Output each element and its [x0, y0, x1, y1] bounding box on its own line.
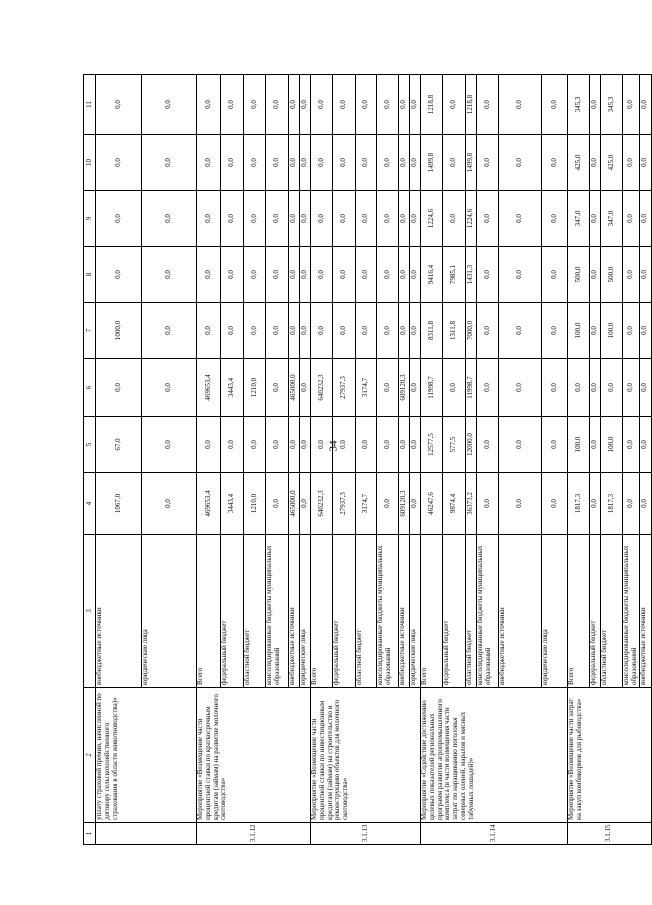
table-row	[568, 75, 590, 845]
funding-source: областной бюджет	[244, 535, 266, 688]
value-cell: 0,0	[356, 417, 377, 473]
value-cell: 0,0	[142, 359, 197, 417]
value-cell: 100,0	[601, 303, 623, 359]
value-cell: 347,0	[568, 191, 590, 247]
value-cell: 46247,6	[421, 473, 443, 535]
value-cell: 0,0	[311, 247, 333, 303]
value-cell: 3443,4	[221, 359, 244, 417]
value-cell: 0,0	[542, 191, 568, 247]
funding-source: Всего	[311, 535, 333, 688]
measure-name: Мероприятие «Содействие достижению целевых показателей региональных программ развития агропромышленного комплекса (в части возмещения части затрат по наращиванию поголовья северных оленей, маралов и мясных табунных лошадей)»	[421, 688, 568, 823]
value-cell: 1817,3	[568, 473, 590, 535]
funding-source: консолидированные бюджеты муниципальных образований	[477, 535, 499, 688]
value-cell: 0,0	[568, 359, 590, 417]
funding-source: внебюджетные источники	[399, 535, 410, 688]
value-cell: 0,0	[300, 473, 311, 535]
value-cell: 0,0	[142, 191, 197, 247]
value-cell: 0,0	[333, 247, 356, 303]
value-cell: 0,0	[399, 417, 410, 473]
value-cell: 0,0	[289, 191, 300, 247]
value-cell: 0,0	[542, 247, 568, 303]
value-cell: 0,0	[96, 75, 142, 135]
funding-source: консолидированные бюджеты муниципальных образований	[377, 535, 399, 688]
rotated-page-content	[83, 75, 649, 845]
table-row	[421, 75, 443, 845]
value-cell: 12000,0	[466, 417, 477, 473]
header-cell: 6	[84, 359, 96, 417]
header-cell: 11	[84, 75, 96, 135]
value-cell: 577,5	[443, 417, 466, 473]
value-cell: 9416,4	[421, 247, 443, 303]
value-cell: 0,0	[197, 135, 221, 191]
value-cell: 347,0	[601, 191, 623, 247]
value-cell: 0,0	[499, 191, 542, 247]
value-cell: 36373,2	[466, 473, 477, 535]
value-cell: 0,0	[399, 303, 410, 359]
measure-code: 3.1.14	[421, 823, 568, 845]
value-cell: 0,0	[410, 417, 421, 473]
value-cell: 0,0	[443, 191, 466, 247]
value-cell: 0,0	[333, 417, 356, 473]
value-cell: 0,0	[221, 135, 244, 191]
value-cell: 0,0	[443, 359, 466, 417]
funding-source: федеральный бюджет	[333, 535, 356, 688]
value-cell: 0,0	[623, 75, 640, 135]
value-cell: 0,0	[639, 75, 651, 135]
value-cell: 0,0	[399, 247, 410, 303]
value-cell: 0,0	[499, 417, 542, 473]
value-cell: 465000,0	[289, 473, 300, 535]
value-cell: 0,0	[590, 191, 601, 247]
value-cell: 0,0	[356, 303, 377, 359]
funding-source: внебюджетные источники	[289, 535, 300, 688]
header-cell: 10	[84, 135, 96, 191]
value-cell: 0,0	[477, 417, 499, 473]
value-cell: 345,3	[568, 75, 590, 135]
value-cell: 469653,4	[197, 473, 221, 535]
value-cell: 0,0	[289, 75, 300, 135]
value-cell: 11998,7	[421, 359, 443, 417]
value-cell: 0,0	[590, 75, 601, 135]
value-cell: 0,0	[289, 135, 300, 191]
value-cell: 500,0	[601, 247, 623, 303]
value-cell: 0,0	[590, 473, 601, 535]
value-cell: 0,0	[477, 75, 499, 135]
value-cell: 3443,4	[221, 473, 244, 535]
header-cell: 4	[84, 473, 96, 535]
value-cell: 609120,3	[399, 359, 410, 417]
value-cell: 0,0	[197, 247, 221, 303]
value-cell: 0,0	[623, 247, 640, 303]
value-cell: 0,0	[197, 303, 221, 359]
funding-source: федеральный бюджет	[221, 535, 244, 688]
value-cell: 0,0	[377, 303, 399, 359]
value-cell: 3174,7	[356, 473, 377, 535]
value-cell: 0,0	[96, 135, 142, 191]
value-cell: 0,0	[333, 303, 356, 359]
value-cell: 0,0	[311, 303, 333, 359]
value-cell: 0,0	[399, 75, 410, 135]
measure-code: 3.1.15	[568, 823, 652, 845]
value-cell: 0,0	[300, 75, 311, 135]
value-cell: 0,0	[410, 75, 421, 135]
value-cell: 0,0	[356, 247, 377, 303]
value-cell: 0,0	[142, 303, 197, 359]
funding-source: Всего	[197, 535, 221, 688]
value-cell: 0,0	[639, 135, 651, 191]
funding-source: юридические лица	[542, 535, 568, 688]
value-cell: 0,0	[244, 303, 266, 359]
value-cell: 1817,3	[601, 473, 623, 535]
value-cell: 1067,0	[96, 473, 142, 535]
value-cell: 0,0	[221, 75, 244, 135]
value-cell: 0,0	[542, 473, 568, 535]
value-cell: 0,0	[399, 191, 410, 247]
value-cell: 0,0	[300, 247, 311, 303]
value-cell: 0,0	[377, 359, 399, 417]
value-cell: 0,0	[590, 359, 601, 417]
value-cell: 12577,5	[421, 417, 443, 473]
value-cell: 0,0	[96, 247, 142, 303]
value-cell: 0,0	[377, 135, 399, 191]
header-cell: 3	[84, 535, 96, 688]
table-row	[96, 75, 142, 845]
value-cell: 0,0	[590, 303, 601, 359]
table-body	[84, 75, 652, 845]
value-cell: 345,3	[601, 75, 623, 135]
value-cell: 0,0	[499, 359, 542, 417]
value-cell: 9874,4	[443, 473, 466, 535]
value-cell: 465000,0	[289, 359, 300, 417]
value-cell: 7000,0	[466, 303, 477, 359]
value-cell: 0,0	[499, 135, 542, 191]
value-cell: 0,0	[542, 417, 568, 473]
value-cell: 0,0	[623, 417, 640, 473]
value-cell: 0,0	[244, 417, 266, 473]
value-cell: 0,0	[639, 303, 651, 359]
value-cell: 0,0	[197, 417, 221, 473]
page-number: 34	[327, 440, 340, 452]
value-cell: 0,0	[221, 191, 244, 247]
value-cell: 0,0	[311, 135, 333, 191]
value-cell: 0,0	[96, 359, 142, 417]
value-cell: 27937,3	[333, 359, 356, 417]
value-cell: 0,0	[244, 75, 266, 135]
value-cell: 67,0	[96, 417, 142, 473]
value-cell: 1224,6	[421, 191, 443, 247]
value-cell: 425,0	[601, 135, 623, 191]
value-cell: 0,0	[477, 303, 499, 359]
value-cell: 0,0	[639, 473, 651, 535]
funding-source: Всего	[421, 535, 443, 688]
value-cell: 0,0	[197, 191, 221, 247]
value-cell: 0,0	[590, 135, 601, 191]
value-cell: 0,0	[477, 191, 499, 247]
value-cell: 0,0	[443, 75, 466, 135]
value-cell: 100,0	[601, 417, 623, 473]
header-cell: 7	[84, 303, 96, 359]
value-cell: 0,0	[410, 473, 421, 535]
header-cell: 9	[84, 191, 96, 247]
value-cell: 100,0	[568, 417, 590, 473]
funding-source: консолидированные бюджеты муниципальных образований	[623, 535, 640, 688]
value-cell: 0,0	[221, 417, 244, 473]
value-cell: 0,0	[639, 359, 651, 417]
value-cell: 0,0	[244, 135, 266, 191]
value-cell: 0,0	[289, 417, 300, 473]
value-cell: 0,0	[623, 359, 640, 417]
value-cell: 0,0	[639, 247, 651, 303]
value-cell: 1224,6	[466, 191, 477, 247]
measure-name: Мероприятие «Возмещение части затрат на закуп комбикормов для рыбоводства»	[568, 688, 652, 823]
value-cell: 0,0	[333, 191, 356, 247]
funding-source: юридические лица	[300, 535, 311, 688]
value-cell: 0,0	[477, 135, 499, 191]
budget-table	[83, 74, 652, 845]
value-cell: 0,0	[266, 135, 289, 191]
header-row	[84, 75, 96, 845]
value-cell: 0,0	[333, 75, 356, 135]
value-cell: 1000,0	[96, 303, 142, 359]
table-row	[197, 75, 221, 845]
value-cell: 0,0	[623, 473, 640, 535]
value-cell: 0,0	[142, 473, 197, 535]
value-cell: 7985,1	[443, 247, 466, 303]
value-cell: 500,0	[568, 247, 590, 303]
value-cell: 100,0	[568, 303, 590, 359]
value-cell: 1218,8	[466, 75, 477, 135]
value-cell: 0,0	[300, 191, 311, 247]
value-cell: 0,0	[542, 359, 568, 417]
funding-source: внебюджетные источники	[499, 535, 542, 688]
funding-source: юридические лица	[142, 535, 197, 688]
value-cell: 0,0	[410, 247, 421, 303]
value-cell: 0,0	[356, 191, 377, 247]
value-cell: 0,0	[410, 303, 421, 359]
value-cell: 0,0	[311, 191, 333, 247]
measure-code: 3.1.13	[311, 823, 421, 845]
value-cell: 27937,3	[333, 473, 356, 535]
value-cell: 0,0	[410, 191, 421, 247]
value-cell: 0,0	[377, 75, 399, 135]
value-cell: 0,0	[311, 417, 333, 473]
value-cell: 640232,3	[311, 473, 333, 535]
value-cell: 1499,8	[421, 135, 443, 191]
funding-source: федеральный бюджет	[443, 535, 466, 688]
value-cell: 0,0	[499, 75, 542, 135]
value-cell: 0,0	[477, 473, 499, 535]
value-cell: 0,0	[410, 135, 421, 191]
value-cell: 1218,8	[421, 75, 443, 135]
value-cell: 0,0	[266, 303, 289, 359]
value-cell: 0,0	[300, 417, 311, 473]
value-cell: 0,0	[266, 417, 289, 473]
value-cell: 0,0	[410, 359, 421, 417]
value-cell: 0,0	[477, 359, 499, 417]
value-cell: 0,0	[266, 473, 289, 535]
header-cell: 1	[84, 823, 96, 845]
value-cell: 0,0	[601, 359, 623, 417]
measure-code	[96, 823, 197, 845]
value-cell: 1311,8	[443, 303, 466, 359]
value-cell: 0,0	[623, 303, 640, 359]
value-cell: 0,0	[399, 135, 410, 191]
value-cell: 425,0	[568, 135, 590, 191]
value-cell: 1210,0	[244, 359, 266, 417]
value-cell: 0,0	[639, 191, 651, 247]
value-cell: 0,0	[244, 247, 266, 303]
value-cell: 1210,0	[244, 473, 266, 535]
funding-source: федеральный бюджет	[590, 535, 601, 688]
value-cell: 0,0	[221, 303, 244, 359]
value-cell: 0,0	[356, 75, 377, 135]
value-cell: 0,0	[377, 247, 399, 303]
value-cell: 0,0	[377, 473, 399, 535]
value-cell: 0,0	[542, 303, 568, 359]
funding-source: внебюджетные источники	[639, 535, 651, 688]
value-cell: 0,0	[300, 135, 311, 191]
value-cell: 0,0	[499, 473, 542, 535]
value-cell: 0,0	[142, 417, 197, 473]
measure-name: уплату страховой премии, начисленной по договору сельскохозяйственного страхования в области животноводства)»	[96, 688, 197, 823]
funding-source: Всего	[568, 535, 590, 688]
funding-source: консолидированные бюджеты муниципальных образований	[266, 535, 289, 688]
value-cell: 0,0	[300, 303, 311, 359]
value-cell: 469653,4	[197, 359, 221, 417]
value-cell: 0,0	[289, 247, 300, 303]
value-cell: 0,0	[542, 75, 568, 135]
header-cell: 2	[84, 688, 96, 823]
value-cell: 0,0	[590, 417, 601, 473]
header-cell: 5	[84, 417, 96, 473]
value-cell: 0,0	[542, 135, 568, 191]
value-cell: 0,0	[499, 247, 542, 303]
measure-name: Мероприятие «Возмещение части процентной ставки по краткосрочным кредитам (займам) на развитие молочного скотоводства»	[197, 688, 311, 823]
value-cell: 0,0	[300, 359, 311, 417]
value-cell: 0,0	[333, 135, 356, 191]
value-cell: 1499,8	[466, 135, 477, 191]
value-cell: 0,0	[623, 135, 640, 191]
value-cell: 0,0	[443, 135, 466, 191]
value-cell: 0,0	[356, 135, 377, 191]
value-cell: 0,0	[266, 75, 289, 135]
value-cell: 0,0	[221, 247, 244, 303]
value-cell: 0,0	[311, 75, 333, 135]
value-cell: 640232,3	[311, 359, 333, 417]
value-cell: 0,0	[142, 75, 197, 135]
value-cell: 0,0	[377, 417, 399, 473]
value-cell: 8311,8	[421, 303, 443, 359]
table-row	[311, 75, 333, 845]
value-cell: 0,0	[477, 247, 499, 303]
value-cell: 0,0	[623, 191, 640, 247]
value-cell: 0,0	[377, 191, 399, 247]
value-cell: 0,0	[266, 359, 289, 417]
value-cell: 0,0	[96, 191, 142, 247]
funding-source: областной бюджет	[356, 535, 377, 688]
funding-source: областной бюджет	[601, 535, 623, 688]
value-cell: 0,0	[197, 75, 221, 135]
value-cell: 11998,7	[466, 359, 477, 417]
measure-name: Мероприятие «Возмещение части процентной ставки по инвестиционным кредитам (займам) на строительство и реконструкцию объектов для молочного скотоводства»	[311, 688, 421, 823]
value-cell: 0,0	[266, 247, 289, 303]
value-cell: 0,0	[266, 191, 289, 247]
funding-source: областной бюджет	[466, 535, 477, 688]
funding-source: внебюджетные источники	[96, 535, 142, 688]
value-cell: 0,0	[639, 417, 651, 473]
value-cell: 0,0	[142, 135, 197, 191]
value-cell: 3174,7	[356, 359, 377, 417]
measure-code: 3.1.12	[197, 823, 311, 845]
value-cell: 0,0	[244, 191, 266, 247]
value-cell: 0,0	[289, 303, 300, 359]
funding-source: юридические лица	[410, 535, 421, 688]
value-cell: 0,0	[499, 303, 542, 359]
value-cell: 1431,3	[466, 247, 477, 303]
value-cell: 609120,3	[399, 473, 410, 535]
value-cell: 0,0	[590, 247, 601, 303]
header-cell: 8	[84, 247, 96, 303]
value-cell: 0,0	[142, 247, 197, 303]
